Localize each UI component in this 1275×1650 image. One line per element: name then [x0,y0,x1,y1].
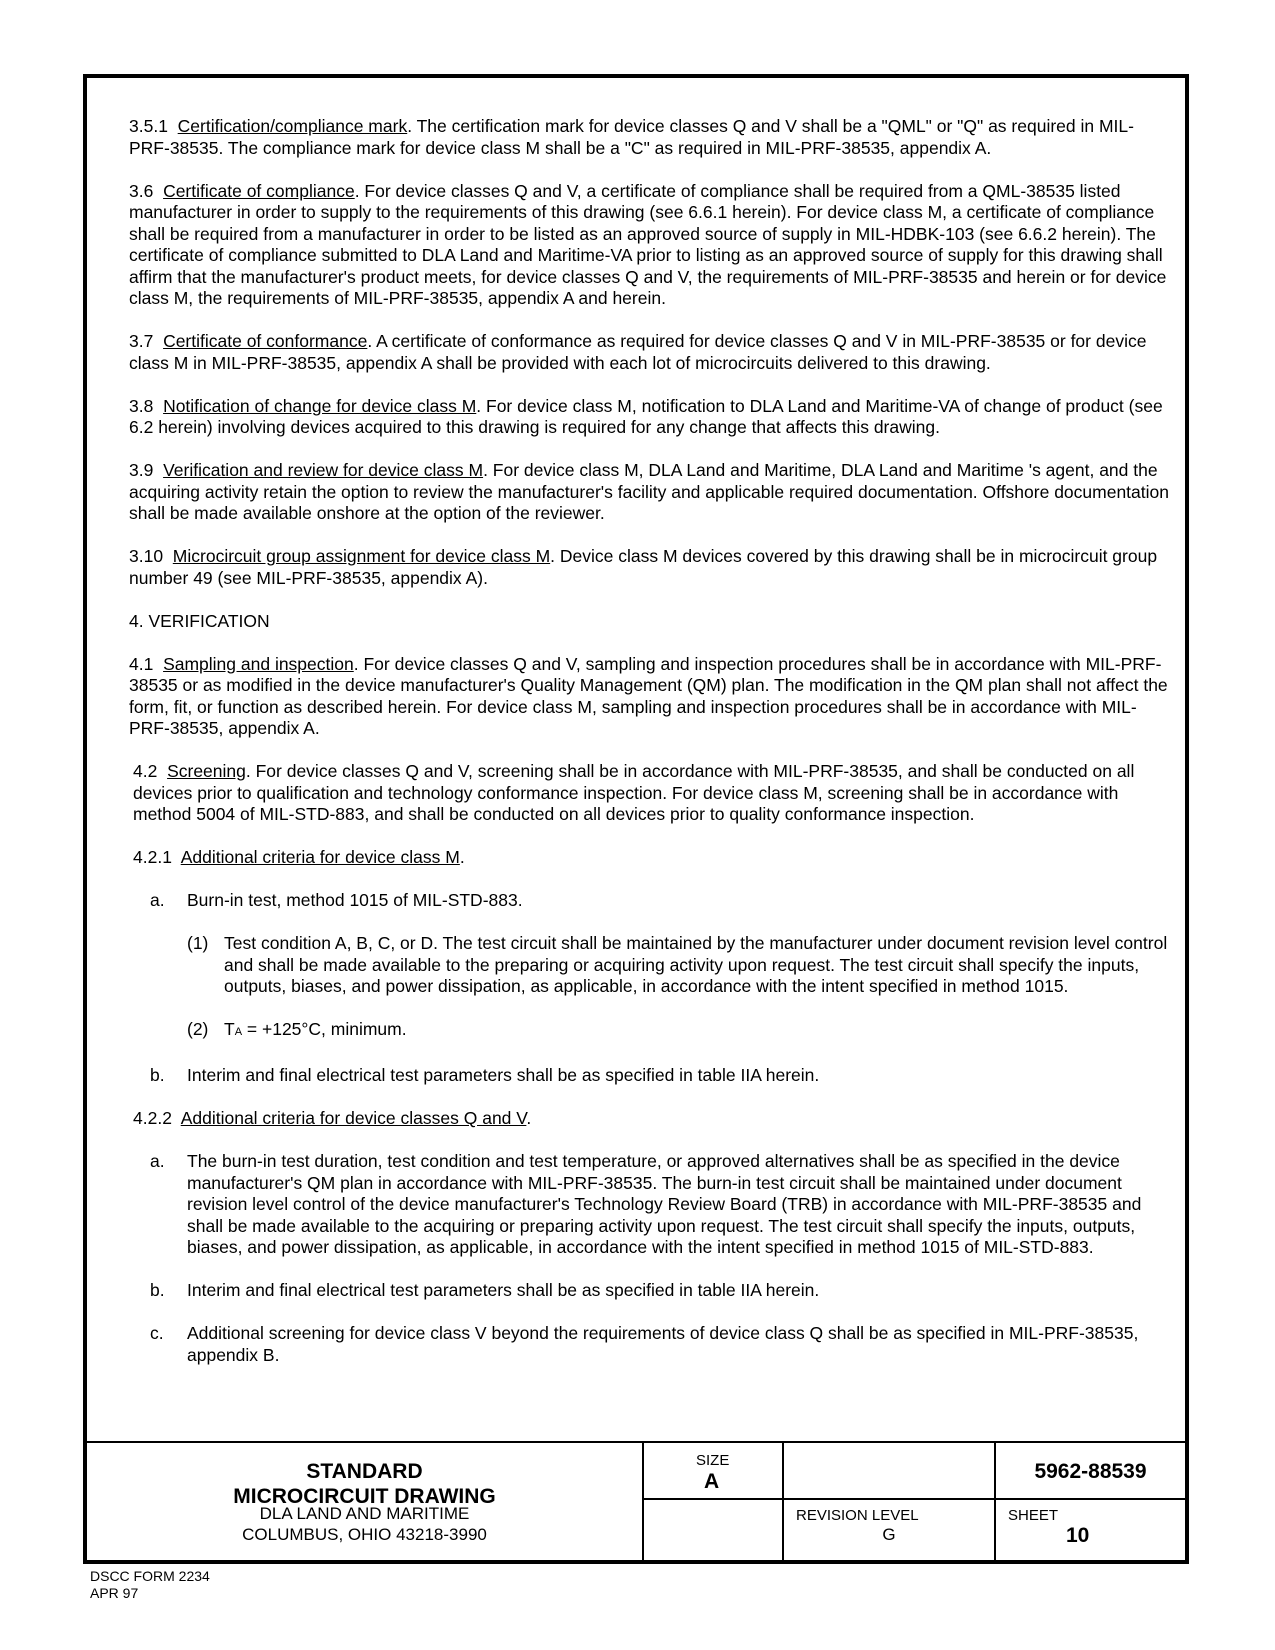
section-number: 4.2.2 [133,1108,172,1128]
list-item [111,933,1169,998]
page-frame [83,74,1189,1564]
section-heading: Additional criteria for device class M [180,847,460,867]
list-text: Test condition A, B, C, or D. The test circuit shall be maintained by the manufacturer under document revision level control and shall be made available to the preparing or acquiring activity upon request. The test circuit shall specify the inputs, outputs, biases, and power dissipation, as applicable, in accordance with the intent specified in method 1015. [224,933,1168,996]
organization [87,1503,642,1545]
section-number: 3.8 [129,395,154,416]
paragraph-4-2-1 [111,847,1169,869]
form-number: DSCC FORM 2234 [90,1568,210,1584]
section-end: . [459,847,465,867]
list-text [224,1019,1169,1044]
section-number: 4.1 [129,653,154,674]
section-number: 3.9 [129,460,154,480]
list-item [111,1065,1169,1087]
list-text: Burn-in test, method 1015 of MIL-STD-883. [187,890,523,910]
list-label: b. [150,1280,165,1300]
temp-symbol: T [224,1019,235,1039]
section-number: 3.10 [129,546,164,566]
section-text: . For device class M, notification to DLA Land and Maritime-VA of change of product (see 6.2 herein) involving devices acquired to this drawing is required for any change that affects this drawing. [129,395,1163,437]
sheet-label: SHEET [1008,1507,1059,1524]
section-heading: Sampling and inspection [163,653,354,674]
section-heading: Certification/compliance mark [177,116,408,136]
blank-cell [784,1443,996,1500]
list-label: c. [150,1323,164,1343]
list-item [111,1280,1169,1302]
form-identifier [90,1568,210,1602]
paragraph-3-6 [111,181,1169,310]
section-heading: Certificate of compliance [163,180,355,201]
document-body [111,116,1169,1388]
section-text: . For device classes Q and V, sampling and inspection procedures shall be in accordance with MIL-PRF-38535 or as modified in the device manufacturer's Quality Management (QM) plan. The modification in the QM plan shall not affect the form, fit, or function as described herein. For device class M, sampling and inspection procedures shall be in accordance with MIL-PRF-38535, appendix A. [129,653,1168,738]
section-end: . [526,1108,532,1128]
list-text: The burn-in test duration, test condition and test temperature, or approved alternatives shall be as specified in the device manufacturer's QM plan in accordance with MIL-PRF-38535. The burn-in test circuit shall be maintained under document revision level control of the device manufacturer's Technology Review Board (TRB) in accordance with MIL-PRF-38535 and shall be made available to the acquiring or preparing activity upon request. The test circuit shall specify the inputs, outputs, biases, and power dissipation, as applicable, in accordance with the intent specified in method 1015 of MIL-STD-883. [187,1151,1142,1257]
section-number: 3.5.1 [129,116,168,136]
list-item [111,1151,1169,1259]
section-heading: Notification of change for device class M [163,395,477,416]
section-number: 3.6 [129,180,154,201]
title-line-2: MICROCIRCUIT DRAWING [233,1485,496,1508]
section-text: . For device classes Q and V, screening shall be in accordance with MIL-PRF-38535, and shall be conducted on all devices prior to qualification and technology conformance inspection. For device class M, screening shall be in accordance with method 5004 of MIL-STD-883, and shall be conducted on all devices prior to quality conformance inspection. [133,761,1135,824]
list-item [111,1019,1169,1044]
paragraph-4-1 [111,654,1169,740]
list-item [111,1323,1169,1366]
empty-cell [644,1500,784,1562]
paragraph-4-2-2 [111,1108,1169,1130]
paragraph-3-10 [111,546,1169,589]
revision-value: G [882,1525,896,1544]
section-text: . The certification mark for device classes Q and V shall be a "QML" or "Q" as required in MIL-PRF-38535. The compliance mark for device class M shall be a "C" as required in MIL-PRF-38535, appendix A. [129,116,1134,158]
section-number: 4.2 [133,761,158,781]
section-text: . For device class M, DLA Land and Maritime, DLA Land and Maritime 's agent, and the acquiring activity retain the option to review the manufacturer's facility and applicable required documentation. Offshore documentation shall be made available onshore at the option of the reviewer. [129,460,1169,523]
list-label: a. [150,890,165,910]
paragraph-3-5-1 [111,116,1169,159]
list-item [111,890,1169,912]
size-value: A [704,1470,720,1493]
sheet-cell [996,1500,1185,1562]
list-label: a. [150,1151,165,1171]
list-label: (1) [187,933,209,953]
section-text: . Device class M devices covered by this drawing shall be in microcircuit group number 49 (see MIL-PRF-38535, appendix A). [129,546,1158,588]
temp-subscript: A [234,1026,243,1038]
list-text: Additional screening for device class V beyond the requirements of device class Q shall be as specified in MIL-PRF-38535, appendix B. [187,1323,1139,1365]
section-text: . A certificate of conformance as required for device classes Q and V in MIL-PRF-38535 or for device class M in MIL-PRF-38535, appendix A shall be provided with each lot of microcircuits delivered to this drawing. [129,331,1147,373]
section-heading: Verification and review for device class M [163,460,484,480]
list-label: b. [150,1065,165,1085]
org-line-1: DLA LAND AND MARITIME [259,1504,470,1523]
list-text: Interim and final electrical test parameters shall be as specified in table IIA herein. [187,1065,820,1085]
section-heading: Additional criteria for device classes Q and V [180,1108,527,1128]
paragraph-4-2 [111,761,1169,826]
revision-cell [784,1500,996,1562]
size-cell [644,1443,784,1500]
section-heading: Screening [167,761,246,781]
size-label: SIZE [696,1452,730,1469]
org-line-2: COLUMBUS, OHIO 43218-3990 [242,1525,487,1544]
section-4-heading: 4. VERIFICATION [129,610,270,631]
section-heading: Certificate of conformance [163,331,368,351]
title-line-1: STANDARD [306,1460,423,1483]
list-text: Interim and final electrical test parameters shall be as specified in table IIA herein. [187,1280,820,1300]
document-number: 5962-88539 [996,1443,1185,1500]
paragraph-3-9 [111,460,1169,525]
section-number: 3.7 [129,331,154,351]
list-label: (2) [187,1019,209,1039]
sheet-value: 10 [1066,1524,1090,1547]
section-text: . For device classes Q and V, a certificate of compliance shall be required from a QML-38535 listed manufacturer in order to supply to the requirements of this drawing (see 6.6.1 herein). For device class M, a certificate of compliance shall be required from a manufacturer in order to be listed as an approved source of supply in MIL-HDBK-103 (see 6.6.2 herein). The certificate of compliance submitted to DLA Land and Maritime-VA prior to listing as an approved source of supply for this drawing shall affirm that the manufacturer's product meets, for device classes Q and V, the requirements of MIL-PRF-38535 and herein or for device class M, the requirements of MIL-PRF-38535, appendix A and herein. [129,180,1167,308]
temp-value: = +125°C, minimum. [242,1019,407,1039]
drawing-title-cell [87,1443,644,1562]
revision-label: REVISION LEVEL [796,1507,919,1524]
drawing-title [87,1459,642,1509]
paragraph-3-7 [111,331,1169,374]
form-date: APR 97 [90,1585,139,1601]
section-heading: Microcircuit group assignment for device class M [172,546,551,566]
title-block [87,1441,1185,1562]
paragraph-3-8 [111,396,1169,439]
section-number: 4.2.1 [133,847,172,867]
